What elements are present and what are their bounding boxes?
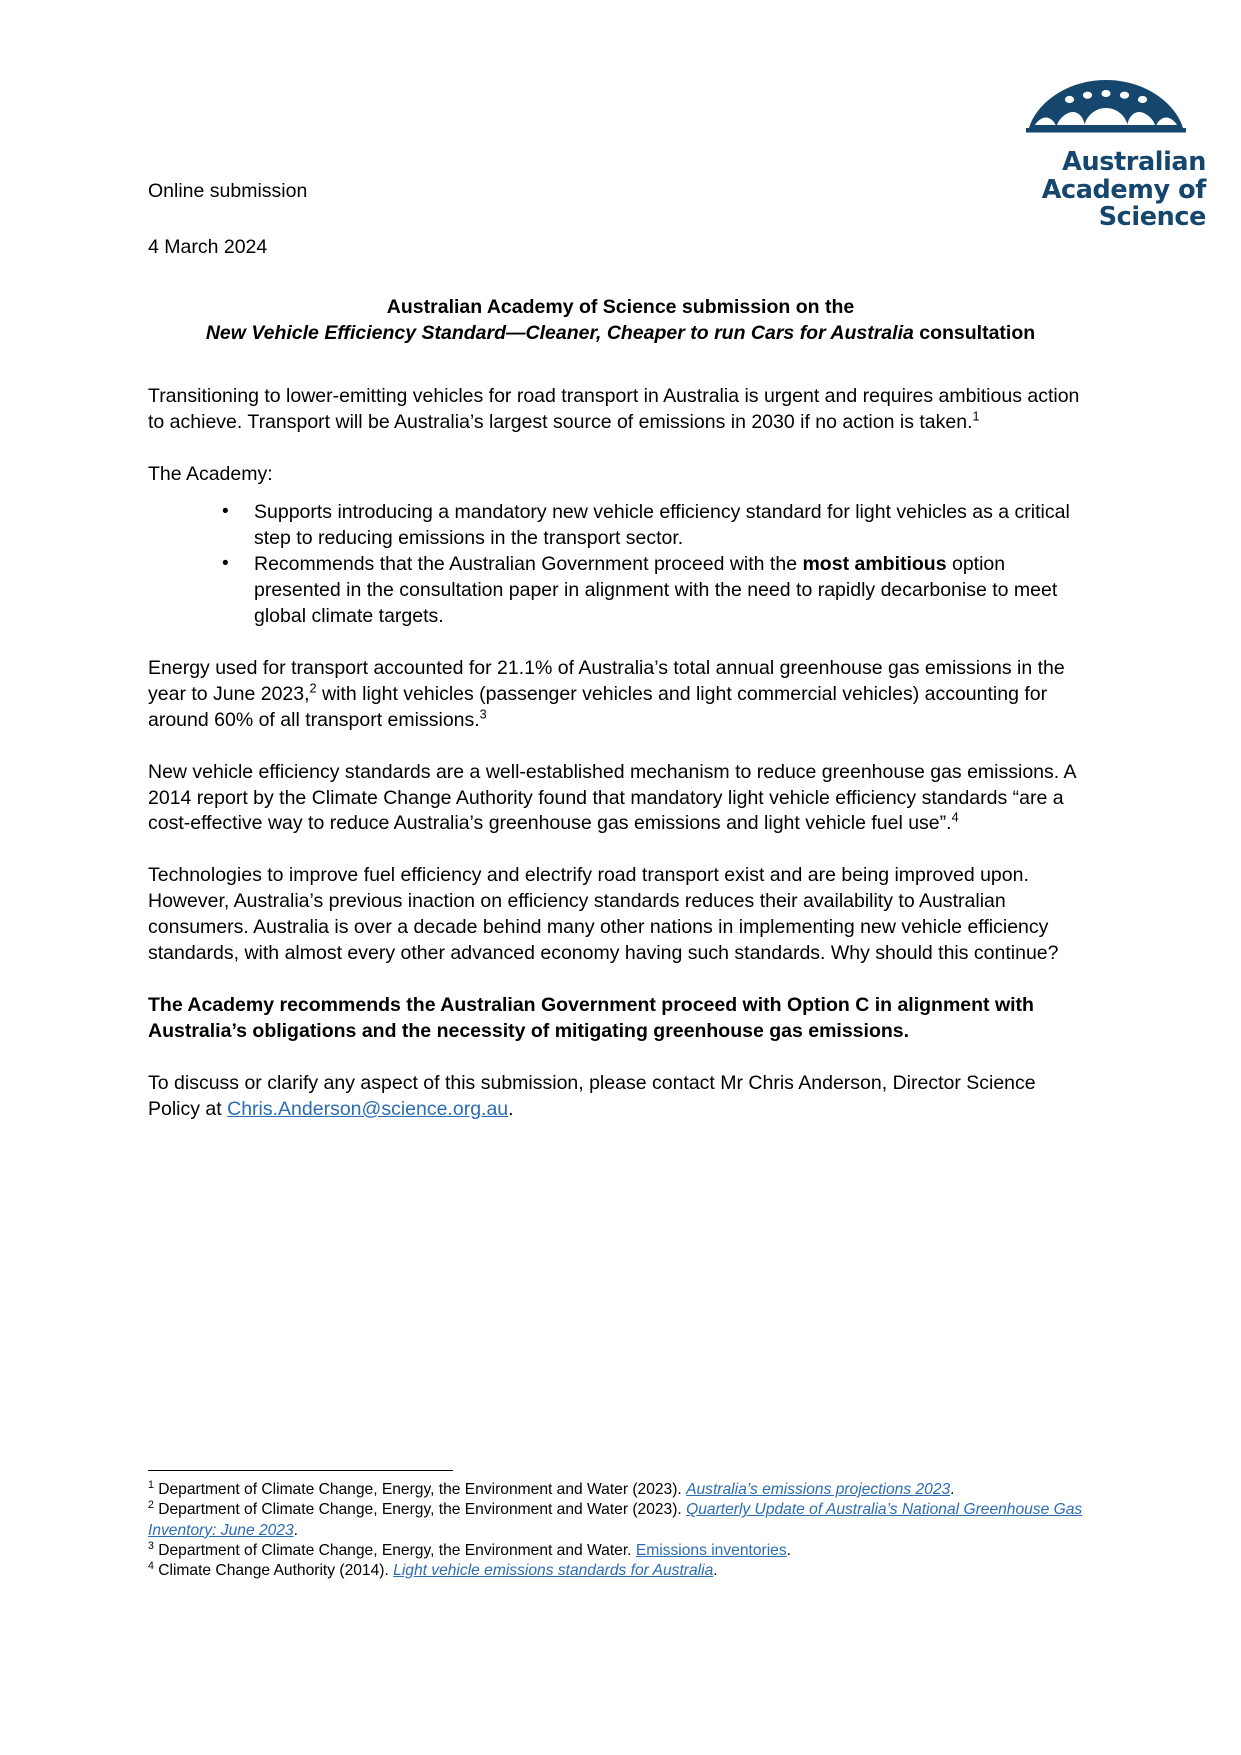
footnote-ref-2[interactable]: 2 [309,681,317,696]
recommendations-list [148,500,1093,630]
bullet-2-bold: most ambitious [802,553,947,576]
footnote-marker-1: 1 [148,1478,154,1491]
footnote-1-text-b: . [950,1481,955,1498]
footnote-separator [148,1470,453,1471]
paragraph-technologies: Technologies to improve fuel efficiency and electrify road transport exist and are being improved upon. However, Australia’s previous inaction on efficiency standards reduces their availability to Australian consumers. Australia is over a decade behind many other nations in implementing new vehicle efficiency standards, with almost every other advanced economy having such standards. Why should this continue? [148,864,1059,965]
footnote-marker-2: 2 [148,1499,154,1512]
footnote-2-text-a: Department of Climate Change, Energy, the Environment and Water (2023). [153,1501,687,1519]
submission-type: Online submission [148,180,308,202]
paragraph-energy-text-b: with light vehicles (passenger vehicles and light commercial vehicles) accounting for around 60% of all transport emissions. [148,682,1048,731]
footnote-4 [148,1561,1093,1581]
footnote-4-link[interactable]: Light vehicle emissions standards for Australia [393,1562,714,1580]
title-consultation-name: New Vehicle Efficiency Standard—Cleaner, Cheaper to run Cars for Australia [205,321,914,344]
academy-lead-in: The Academy: [148,463,273,486]
footnote-3-link[interactable]: Emissions inventories [635,1541,787,1559]
submission-date: 4 March 2024 [148,235,268,258]
paragraph-standards-text: New vehicle efficiency standards are a well-established mechanism to reduce greenhouse gas emissions. A 2014 report by the Climate Change Authority found that mandatory light vehicle efficiency standards “are a cost-effective way to reduce Australia’s greenhouse gas emissions and light vehicle fuel use”. [148,760,1076,835]
footnote-ref-3[interactable]: 3 [479,707,487,722]
footnote-2-link[interactable]: Quarterly Update of Australia’s National Greenhouse Gas Inventory: June 2023 [148,1501,1083,1539]
paragraph-contact [148,1071,1093,1123]
footnote-4-text-a: Climate Change Authority (2014). [153,1562,394,1580]
logo-line-2: Academy of [1041,174,1206,205]
footnote-2 [148,1500,1093,1541]
footnote-3-text-a: Department of Climate Change, Energy, the Environment and Water. [153,1541,636,1559]
bullet-2-text-b: option presented in the consultation paper in alignment with the need to rapidly decarbonise to meet global climate targets. [254,553,1058,627]
title-line-1: Australian Academy of Science submission on the [386,296,855,318]
paragraph-intro [148,384,1093,436]
bullet-1-text-a: Supports introducing a mandatory new vehicle efficiency standard for light vehicles as a critical step to reducing emissions in the transport sector. [254,501,1070,550]
footnote-1 [148,1480,1093,1500]
footnote-ref-1[interactable]: 1 [972,409,980,424]
title-line-2 [148,321,1093,347]
contact-email-link[interactable]: Chris.Anderson@science.org.au [227,1097,509,1120]
footnote-ref-4[interactable]: 4 [951,810,959,825]
footnote-4-text-b: . [713,1562,718,1580]
title-line-2-tail: consultation [913,321,1036,344]
paragraph-intro-text: Transitioning to lower-emitting vehicles for road transport in Australia is urgent and requires ambitious action to achieve. Transport will be Australia’s largest source of emissions in 2030 if no action is taken. [148,385,1080,434]
document-content [148,0,1093,1123]
logo-line-3: Science [1098,202,1206,233]
paragraph-contact-text-a: To discuss or clarify any aspect of this submission, please contact Mr Chris Anderson, Director Science Policy at [148,1071,1036,1120]
paragraph-contact-text-b: . [508,1097,514,1120]
footnote-marker-3: 3 [148,1539,154,1552]
bullet-2-text-a: Recommends that the Australian Government proceed with the [254,553,803,576]
footnotes-section [148,1470,1093,1581]
paragraph-recommendation: The Academy recommends the Australian Government proceed with Option C in alignment with Australia’s obligations and the necessity of mitigating greenhouse gas emissions. [148,994,1034,1042]
footnote-3-text-b: . [786,1541,791,1559]
paragraph-energy [148,656,1093,734]
footnote-1-link[interactable]: Australia’s emissions projections 2023 [686,1481,951,1498]
footnote-3 [148,1541,1093,1561]
list-item [222,500,1093,552]
paragraph-energy-text-a: Energy used for transport accounted for 21.1% of Australia’s total annual greenhouse gas emissions in the year to June 2023, [148,656,1065,705]
footnote-1-text-a: Department of Climate Change, Energy, the Environment and Water (2023). [153,1481,687,1498]
logo-line-1: Australian [1062,147,1206,177]
list-item [222,552,1093,630]
paragraph-standards [148,760,1093,838]
page-title [148,295,1093,346]
footnote-2-text-b: . [293,1521,298,1539]
footnote-marker-4: 4 [148,1559,154,1572]
